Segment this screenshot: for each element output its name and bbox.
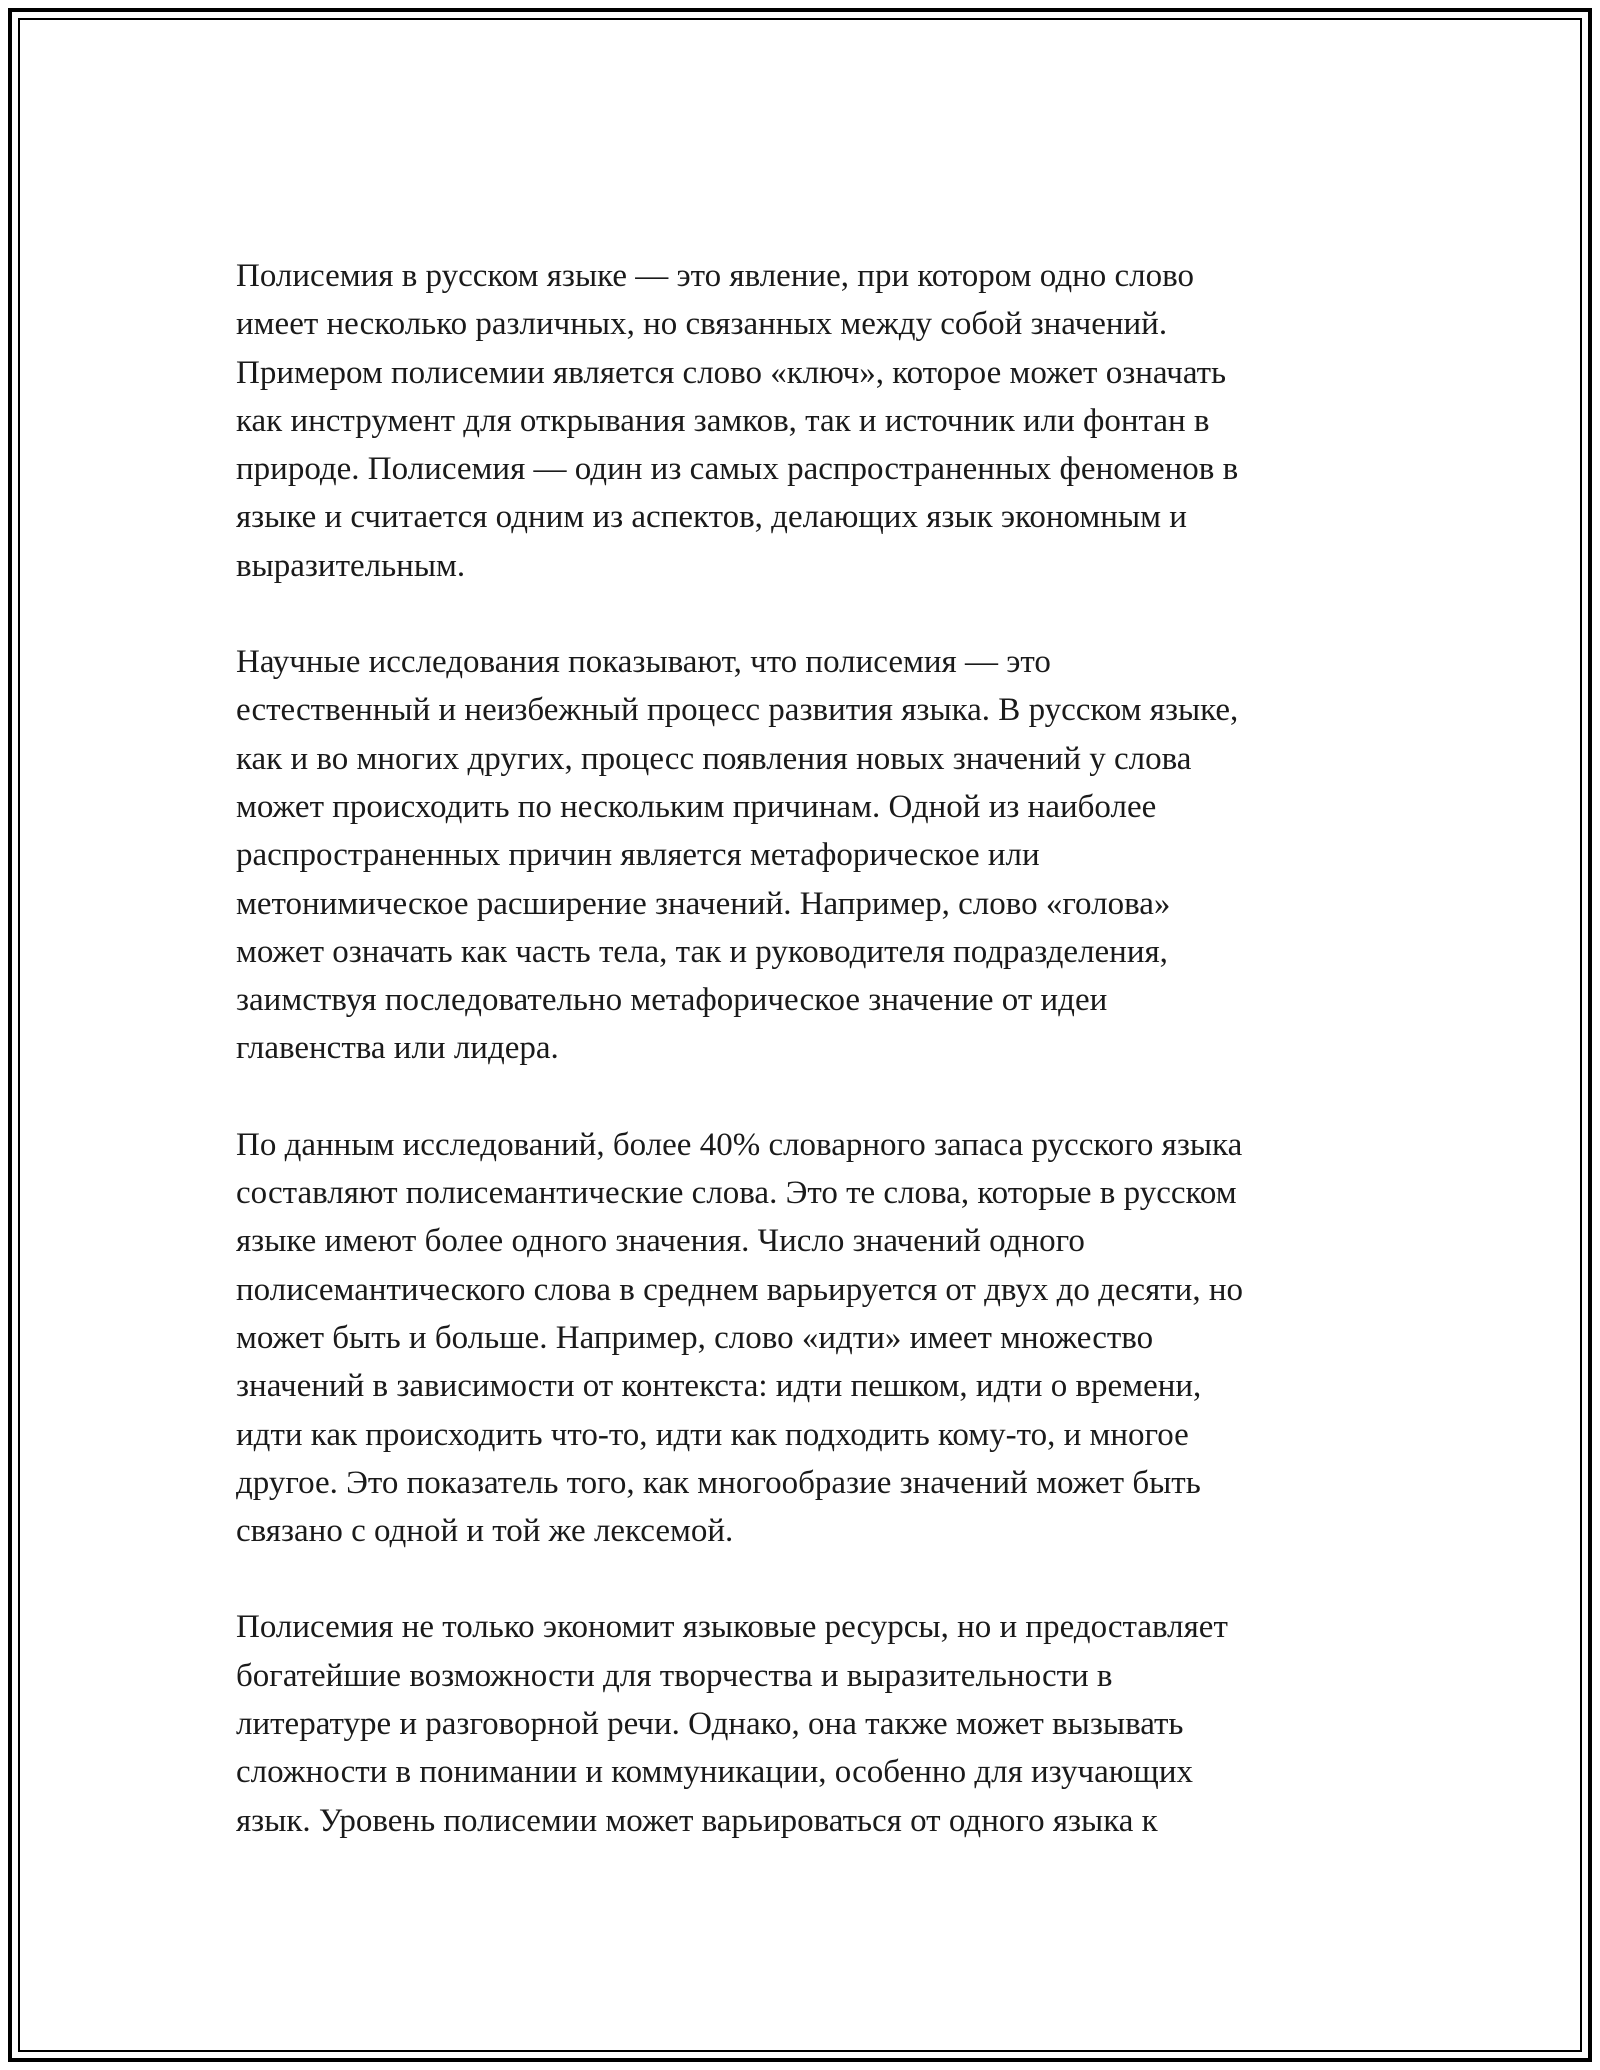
text-line: естественный и неизбежный процесс развития языка. В русском языке, xyxy=(236,692,1239,729)
text-line: метонимическое расширение значений. Например, слово «голова» xyxy=(236,885,1171,922)
text-line: составляют полисемантические слова. Это те слова, которые в русском xyxy=(236,1175,1237,1212)
text-line: Полисемия в русском языке — это явление, при котором одно слово xyxy=(236,258,1194,294)
paragraph-2 xyxy=(236,638,1366,1073)
text-line: как инструмент для открывания замков, так и источник или фонтан в xyxy=(236,402,1210,439)
text-line: Научные исследования показывают, что полисемия — это xyxy=(236,644,1051,681)
text-line: литературе и разговорной речи. Однако, она также может вызывать xyxy=(236,1706,1184,1743)
document-body xyxy=(236,252,1366,1893)
text-line: главенства или лидера. xyxy=(236,1030,559,1067)
paragraph-4 xyxy=(236,1603,1366,1844)
paragraph-3 xyxy=(236,1121,1366,1556)
text-line: имеет несколько различных, но связанных между собой значений. xyxy=(236,306,1168,343)
paragraph-1 xyxy=(236,252,1366,590)
text-line: полисемантического слова в среднем варьируется от двух до десяти, но xyxy=(236,1271,1243,1308)
text-line: идти как происходить что-то, идти как подходить кому-то, и многое xyxy=(236,1416,1189,1453)
text-line: Примером полисемии является слово «ключ», которое может означать xyxy=(236,354,1227,391)
text-line: сложности в понимании и коммуникации, особенно для изучающих xyxy=(236,1754,1193,1791)
text-line: Полисемия не только экономит языковые ресурсы, но и предоставляет xyxy=(236,1609,1228,1646)
text-line: выразительным. xyxy=(236,547,466,584)
text-line: может быть и больше. Например, слово «идти» имеет множество xyxy=(236,1319,1154,1356)
text-line: богатейшие возможности для творчества и выразительности в xyxy=(236,1657,1113,1694)
text-line: распространенных причин является метафорическое или xyxy=(236,837,1040,874)
text-line: природе. Полисемия — один из самых распространенных феноменов в xyxy=(236,451,1239,488)
text-line: как и во многих других, процесс появления новых значений у слова xyxy=(236,740,1192,777)
text-line: заимствуя последовательно метафорическое значение от идеи xyxy=(236,982,1108,1019)
text-line: другое. Это показатель того, как многообразие значений может быть xyxy=(236,1464,1201,1501)
text-line: может происходить по нескольким причинам. Одной из наиболее xyxy=(236,788,1157,825)
text-line: язык. Уровень полисемии может варьироваться от одного языка к xyxy=(236,1802,1158,1839)
text-line: связано с одной и той же лексемой. xyxy=(236,1513,734,1550)
text-line: По данным исследований, более 40% словарного запаса русского языка xyxy=(236,1126,1243,1163)
text-line: может означать как часть тела, так и руководителя подразделения, xyxy=(236,933,1168,970)
text-line: значений в зависимости от контекста: идти пешком, идти о времени, xyxy=(236,1368,1202,1405)
text-line: языке и считается одним из аспектов, делающих язык экономным и xyxy=(236,499,1187,536)
text-line: языке имеют более одного значения. Число значений одного xyxy=(236,1223,1085,1260)
